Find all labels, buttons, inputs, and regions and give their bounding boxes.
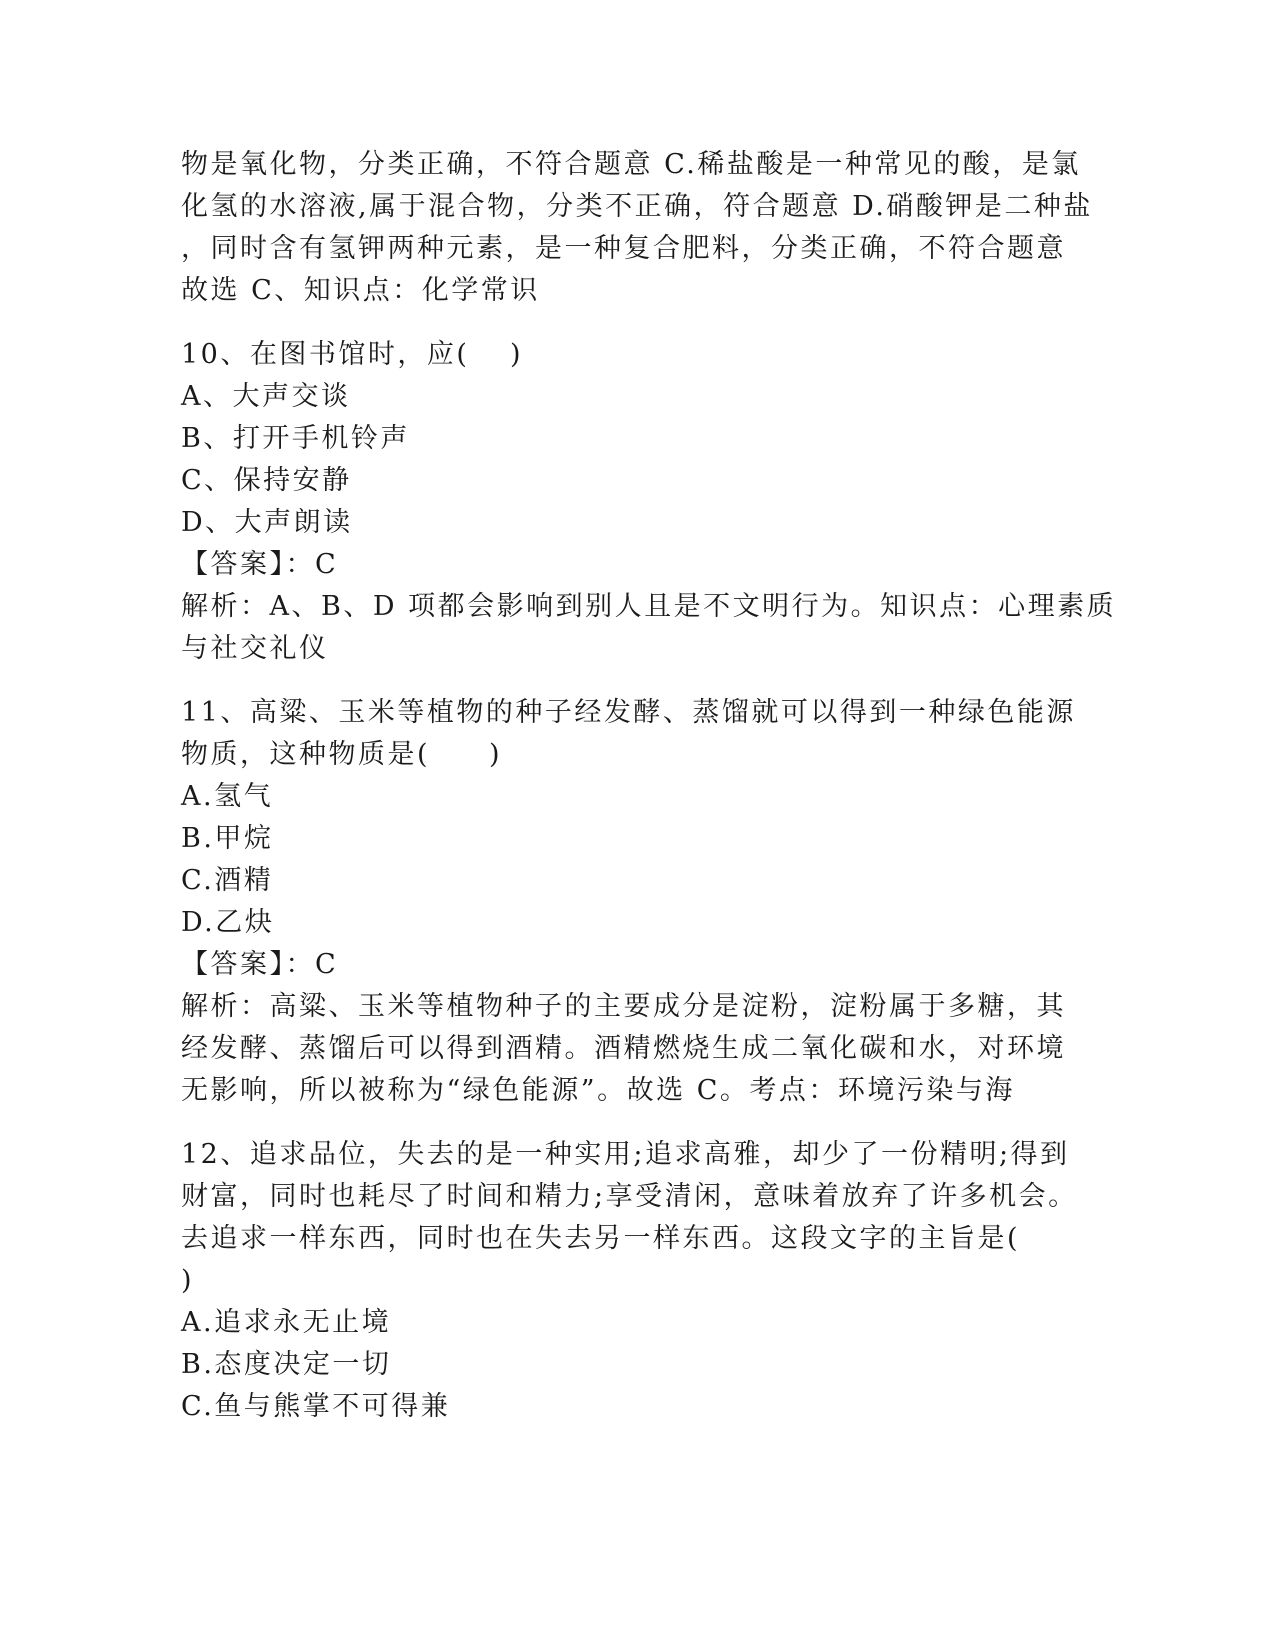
document-page [181,144,1117,1450]
text-line: 物是氧化物，分类正确，不符合题意 C.稀盐酸是一种常见的酸，是氯 [181,149,1081,180]
question-11 [181,692,1081,1112]
option-c: C.酒精 [181,865,274,896]
text-line: 化氢的水溶液,属于混合物，分类不正确，符合题意 D.硝酸钾是二种盐 [181,191,1093,222]
question-stem: ) [181,1265,195,1296]
option-b: B、打开手机铃声 [181,423,410,454]
option-c: C、保持安静 [181,465,352,496]
question-stem: 物质，这种物质是( ) [181,739,503,770]
text-line: 故选 C、知识点：化学常识 [181,275,540,306]
option-c: C.鱼与熊掌不可得兼 [181,1391,451,1422]
q9-explanation-tail [181,144,1093,312]
answer-line: 【答案】：C [181,949,339,980]
option-b: B.甲烷 [181,823,274,854]
question-stem: 10、在图书馆时，应( ) [181,339,524,370]
question-12 [181,1134,1081,1428]
explanation-line: 经发酵、蒸馏后可以得到酒精。酒精燃烧生成二氧化碳和水，对环境 [181,1033,1066,1064]
option-d: D.乙炔 [181,907,275,938]
option-d: D、大声朗读 [181,507,353,538]
explanation-line: 无影响，所以被称为“绿色能源”。故选 C。考点：环境污染与海 [181,1075,1015,1106]
option-a: A.氢气 [181,781,274,812]
question-stem: 12、追求品位，失去的是一种实用;追求高雅，却少了一份精明;得到 [181,1139,1070,1170]
text-line: ，同时含有氢钾两种元素，是一种复合肥料，分类正确，不符合题意 [181,233,1066,264]
question-stem: 去追求一样东西，同时也在失去另一样东西。这段文字的主旨是( [181,1223,1021,1254]
option-a: A.追求永无止境 [181,1307,392,1338]
question-stem: 财富，同时也耗尽了时间和精力;享受清闲，意味着放弃了许多机会。 [181,1181,1078,1212]
question-10 [181,334,1117,670]
explanation-line: 解析：高粱、玉米等植物种子的主要成分是淀粉，淀粉属于多糖，其 [181,991,1066,1022]
explanation-line: 解析：A、B、D 项都会影响到别人且是不文明行为。知识点：心理素质 [181,591,1117,622]
explanation-line: 与社交礼仪 [181,633,329,664]
option-b: B.态度决定一切 [181,1349,392,1380]
question-stem: 11、高粱、玉米等植物的种子经发酵、蒸馏就可以得到一种绿色能源 [181,697,1076,728]
answer-line: 【答案】：C [181,549,339,580]
option-a: A、大声交谈 [181,381,351,412]
